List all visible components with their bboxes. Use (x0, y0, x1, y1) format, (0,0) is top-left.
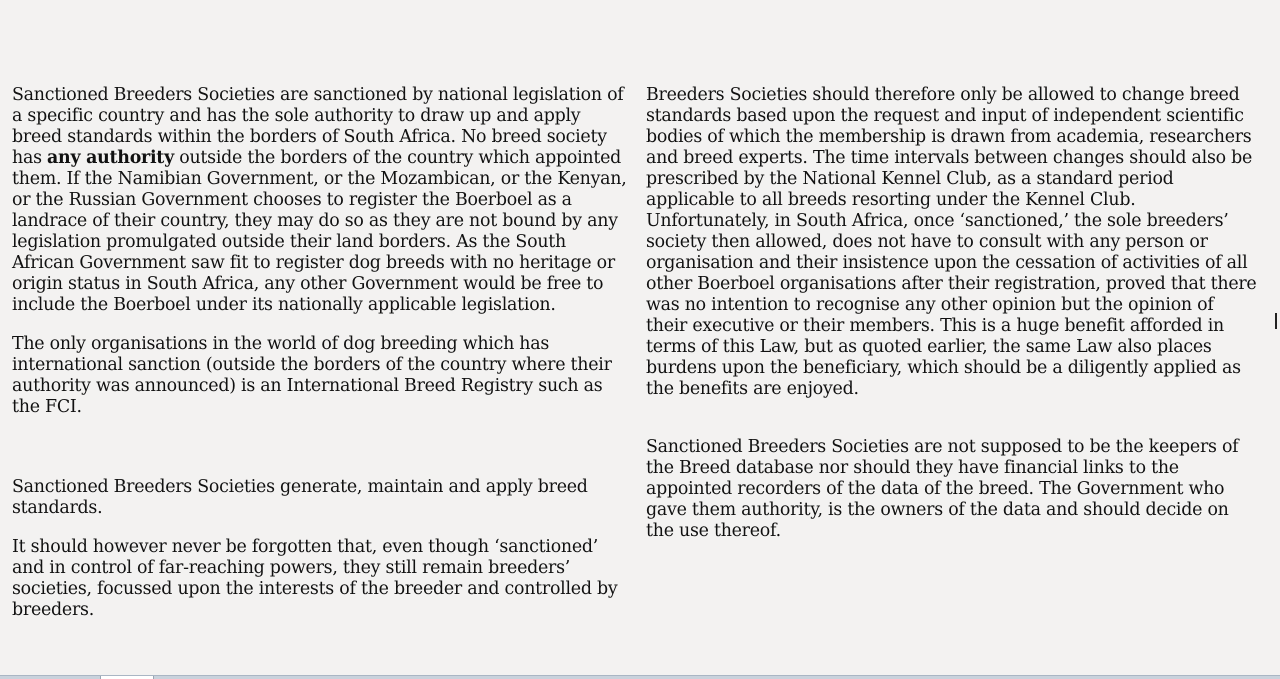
paragraph-breeders-societies (12, 537, 630, 621)
paragraph-text: The only organisations in the world of dog breeding which has international sanction (outside the borders of the country where their authority was announced) is an International Breed Registry such as the FCI. (12, 334, 612, 417)
paragraph-breed-database (646, 437, 1258, 542)
text-cursor (1275, 313, 1277, 329)
paragraph-text: Sanctioned Breeders Societies are sanctioned by national legislation of a specific country and has the sole authority to draw up and apply breed standards within the borders of South Africa. No breed society has (12, 85, 624, 168)
paragraph-international-registry (12, 334, 630, 418)
paragraph-text: It should however never be forgotten that, even though ‘sanctioned’ and in control of far-reaching powers, they still remain breeders’ societies, focussed upon the interests of the breeder and controlled by breeders. (12, 537, 618, 620)
bold-emphasis: any authority (47, 148, 174, 168)
paragraph-text: Breeders Societies should therefore only be allowed to change breed standards based upon the request and input of independent scientific bodies of which the membership is drawn from academia, researchers and breed experts. The time intervals between changes should also be prescribed by the National Kennel Club, as a standard period applicable to all breeds resorting under the Kennel Club. Unfortunately, in South Africa, once ‘sanctioned,’ the sole breeders’ society then allowed, does not have to consult with any person or organisation and their insistence upon the cessation of activities of all other Boerboel organisations after their registration, proved that there was no intention to recognise any other opinion but the opinion of their executive or their members. This is a huge benefit afforded in terms of this Law, but as quoted earlier, the same Law also places burdens upon the beneficiary, which should be a diligently applied as the benefits are enjoyed. (646, 85, 1257, 399)
paragraph-text: outside the borders of the country which appointed them. If the Namibian Government, or the Mozambican, or the Kenyan, or the Russian Government chooses to register the Boerboel as a landrace of their country, they may do so as they are not bound by any legislation promulgated outside their land borders. As the South African Government saw fit to register dog breeds with no heritage or origin status in South Africa, any other Government would be free to include the Boerboel under its nationally applicable legislation. (12, 148, 627, 315)
status-bar (0, 675, 1280, 679)
paragraph-change-breed-standards (646, 85, 1258, 400)
paragraph-breed-standards (12, 477, 630, 519)
paragraph-text: Sanctioned Breeders Societies generate, maintain and apply breed standards. (12, 477, 588, 518)
paragraph-text: Sanctioned Breeders Societies are not supposed to be the keepers of the Breed database nor should they have financial links to the appointed recorders of the data of the breed. The Government who gave them authority, is the owners of the data and should decide on the use thereof. (646, 437, 1239, 541)
paragraph-sanctioned-legislation (12, 85, 630, 316)
